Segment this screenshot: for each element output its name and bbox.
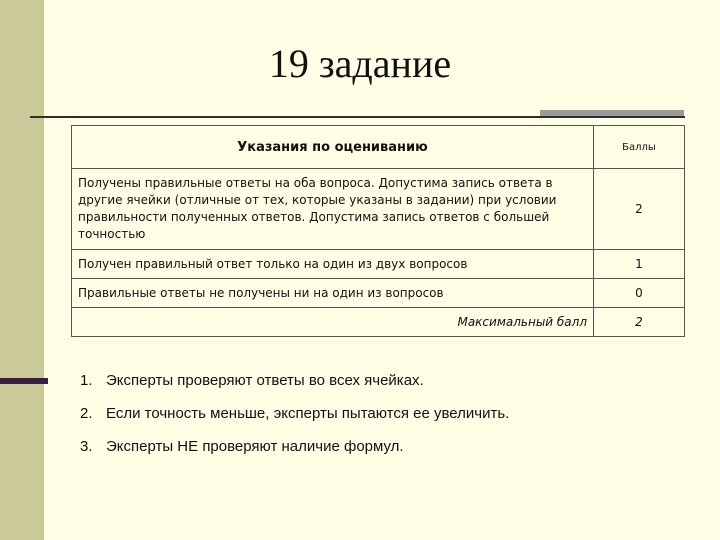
header-criteria: Указания по оцениванию bbox=[72, 126, 594, 169]
row-criteria: Правильные ответы не получены ни на один из вопросов bbox=[72, 279, 594, 308]
table-row bbox=[72, 279, 685, 308]
max-score-label: Максимальный балл bbox=[72, 308, 594, 337]
slide-title: 19 задание bbox=[268, 41, 452, 86]
list-text: Эксперты проверяют ответы во всех ячейках. bbox=[106, 372, 424, 389]
max-score-value: 2 bbox=[594, 308, 685, 337]
list-item bbox=[80, 364, 509, 397]
table-max-row bbox=[72, 308, 685, 337]
row-points: 2 bbox=[594, 169, 685, 250]
table-row bbox=[72, 250, 685, 279]
list-text: Эксперты НЕ проверяют наличие формул. bbox=[106, 438, 404, 455]
list-number: 3. bbox=[80, 438, 93, 455]
row-criteria: Получены правильные ответы на оба вопроса. Допустима запись ответа в другие ячейки (отличные от тех, которые указаны в задании) при условии правильности полученных ответов. Допустима запись ответов с большей точностью bbox=[72, 169, 594, 250]
list-number: 2. bbox=[80, 405, 93, 422]
notes-list bbox=[80, 364, 509, 463]
list-item bbox=[80, 397, 509, 430]
header-points: Баллы bbox=[594, 126, 685, 169]
list-item bbox=[80, 430, 509, 463]
row-points: 0 bbox=[594, 279, 685, 308]
table-header-row bbox=[72, 126, 685, 169]
grading-table bbox=[71, 125, 685, 337]
row-criteria: Получен правильный ответ только на один из двух вопросов bbox=[72, 250, 594, 279]
table-row bbox=[72, 169, 685, 250]
row-points: 1 bbox=[594, 250, 685, 279]
left-decor-accent bbox=[0, 378, 48, 384]
list-text: Если точность меньше, эксперты пытаются ее увеличить. bbox=[106, 405, 510, 422]
list-number: 1. bbox=[80, 372, 93, 389]
title-rule bbox=[30, 116, 685, 118]
